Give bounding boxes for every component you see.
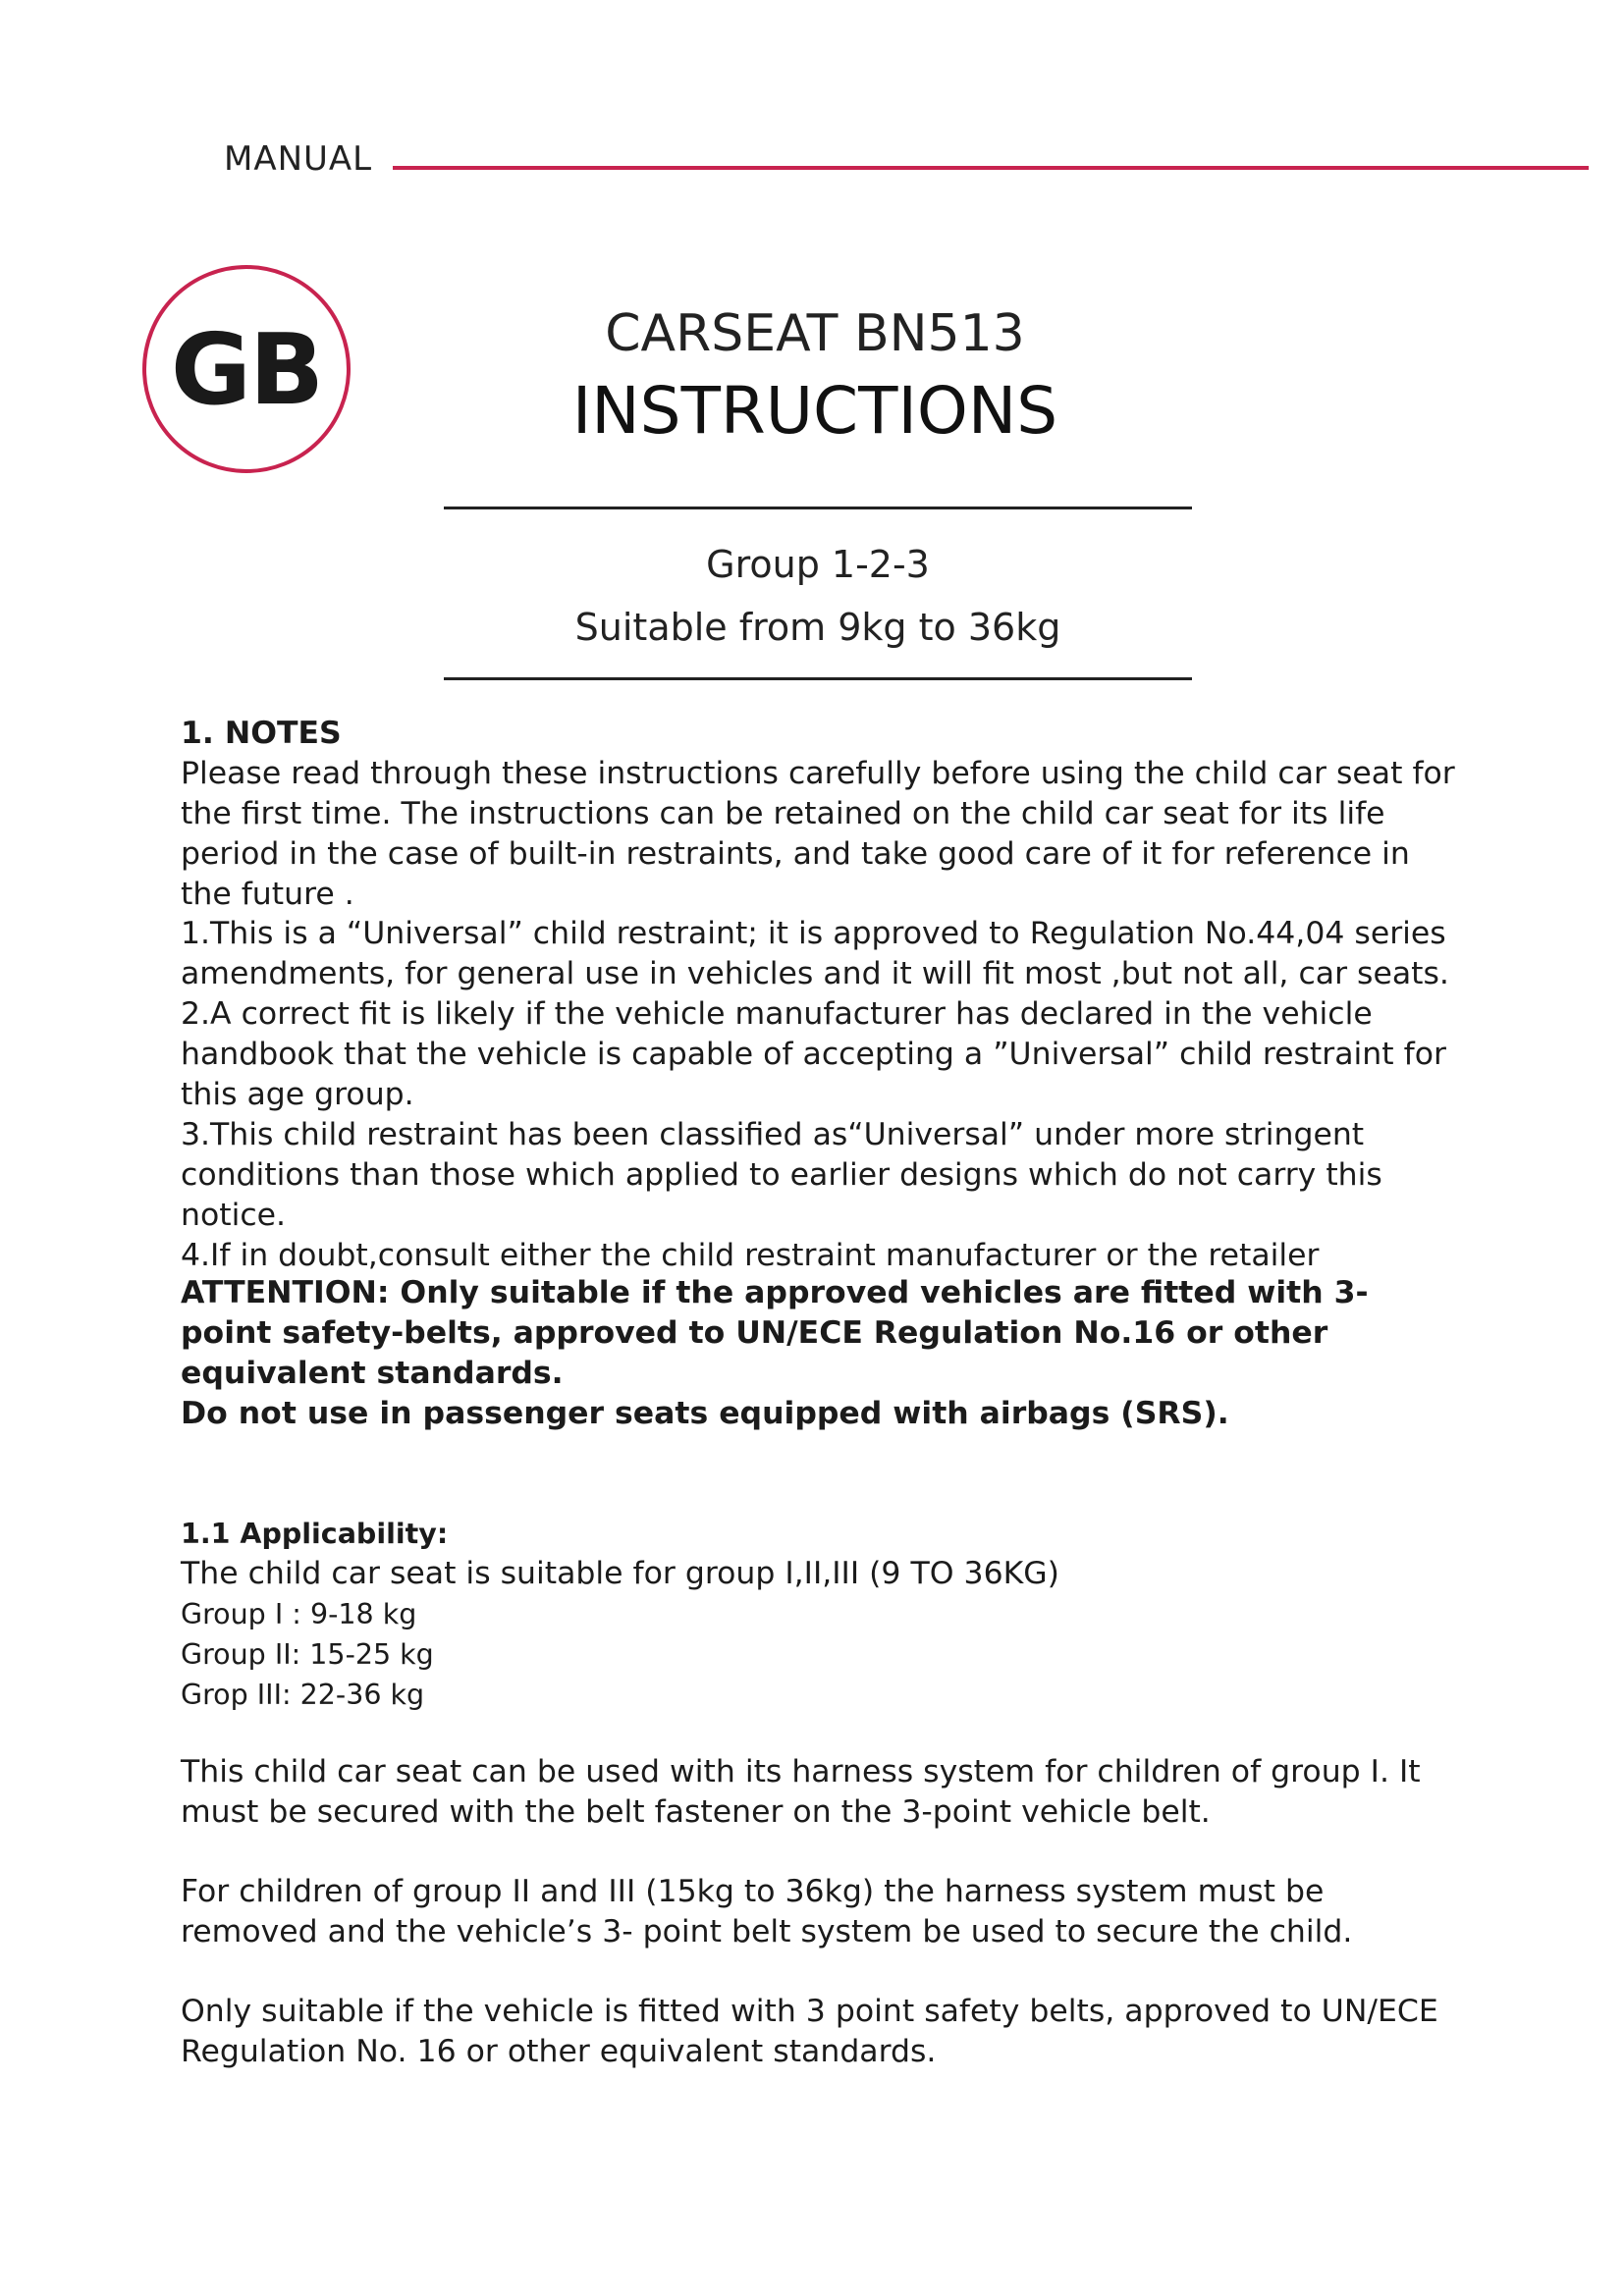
applicability-paragraph: For children of group II and III (15kg to 36kg) the harness system must be removed and the vehicle’s 3- point belt system be used to secure the child. bbox=[181, 1874, 1353, 1949]
group-item: Group I : 9-18 kg bbox=[181, 1598, 417, 1630]
country-badge bbox=[142, 265, 351, 473]
applicability-paragraph: Only suitable if the vehicle is fitted with 3 point safety belts, approved to UN/ECE Regulation No. 16 or other equivalent standards. bbox=[181, 1994, 1438, 2069]
spec-weight: Suitable from 9kg to 36kg bbox=[574, 606, 1061, 649]
group-item: Group II: 15-25 kg bbox=[181, 1638, 434, 1671]
header-divider bbox=[393, 166, 1589, 170]
spec-group: Group 1-2-3 bbox=[706, 543, 930, 586]
country-code: GB bbox=[170, 311, 323, 427]
header-label: MANUAL bbox=[224, 139, 373, 179]
notes-item: 3.This child restraint has been classified as“Universal” under more stringent conditions than those which applied to earlier designs which do not carry this notice. bbox=[181, 1117, 1382, 1233]
notes-item: 1.This is a “Universal” child restraint; it is approved to Regulation No.44,04 series amendments, for general use in vehicles and it will fit most ,but not all, car seats. bbox=[181, 916, 1449, 991]
document-title: INSTRUCTIONS bbox=[571, 373, 1058, 449]
notes-item: 4.If in doubt,consult either the child restraint manufacturer or the retailer bbox=[181, 1238, 1320, 1273]
notes-heading: 1. NOTES bbox=[181, 716, 342, 751]
product-model: CARSEAT BN513 bbox=[605, 304, 1025, 363]
spec-divider-bottom bbox=[444, 677, 1192, 680]
applicability-section bbox=[181, 1514, 1457, 1715]
attention-notice: ATTENTION: Only suitable if the approved vehicles are fitted with 3-point safety-belts, approved to UN/ECE Regulation No.16 or other equivalent standards. bbox=[181, 1275, 1369, 1391]
notes-list bbox=[181, 914, 1457, 1276]
applicability-paragraph: This child car seat can be used with its harness system for children of group I. It must be secured with the belt fastener on the 3-point vehicle belt. bbox=[181, 1754, 1421, 1830]
notes-item: 2.A correct fit is likely if the vehicle manufacturer has declared in the vehicle handbook that the vehicle is capable of accepting a ”Universal” child restraint for this age group. bbox=[181, 996, 1446, 1112]
spec-divider-top bbox=[444, 507, 1192, 509]
notes-intro: Please read through these instructions carefully before using the child car seat for the first time. The instructions can be retained on the child car seat for its life period in the case of built-in restraints, and take good care of it for reference in the future . bbox=[181, 756, 1455, 912]
group-item: Grop III: 22-36 kg bbox=[181, 1679, 425, 1711]
airbag-warning: Do not use in passenger seats equipped with airbags (SRS). bbox=[181, 1396, 1229, 1431]
applicability-summary: The child car seat is suitable for group I,II,III (9 TO 36KG) bbox=[181, 1556, 1059, 1591]
notes-section bbox=[181, 714, 1457, 915]
applicability-heading: 1.1 Applicability: bbox=[181, 1518, 449, 1550]
